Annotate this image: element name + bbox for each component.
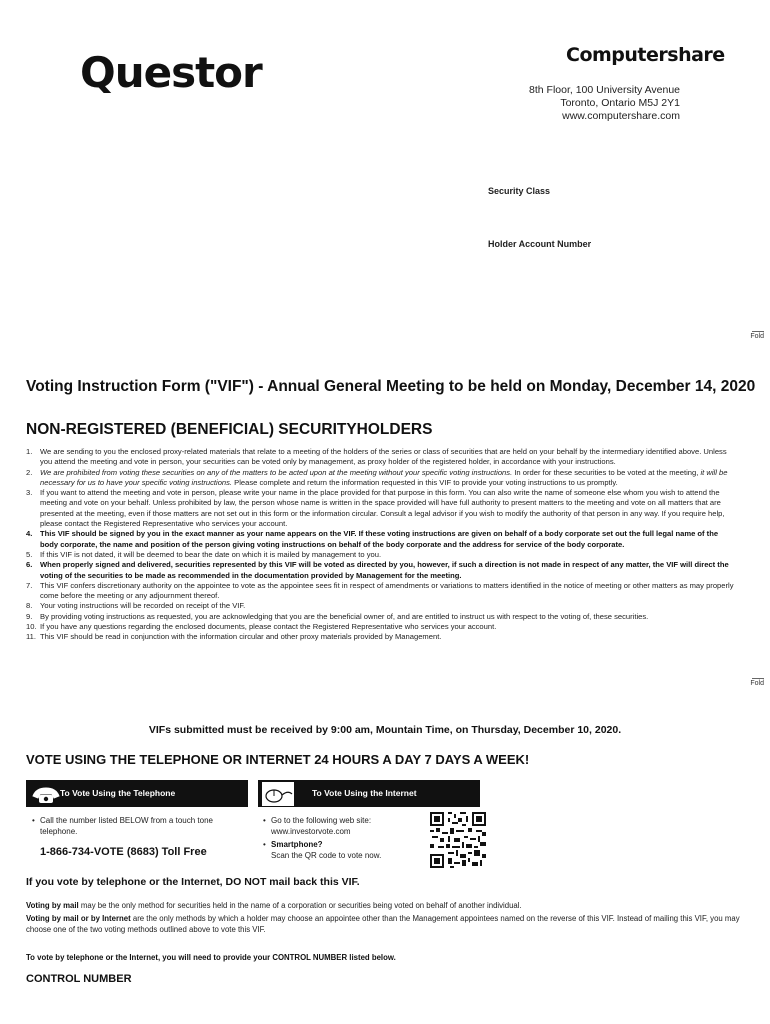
section-heading: NON-REGISTERED (BENEFICIAL) SECURITYHOLDERS — [26, 421, 433, 438]
instruction-item — [26, 622, 738, 632]
investorvote-link[interactable]: www.investorvote.com — [271, 826, 351, 836]
item-text: If you want to attend the meeting and vote in person, please write your name in the place provided for that purpose in this form. You can also write the name of someone else whom you wish to attend the meeting and vote on your behalf. Unless prohibited by law, the person whose name is written in the space provided will have full authority to present matters to the meeting and vote on all matters that are presented at the meeting, even if those matters are not set out in this form or the information circular. Consult a legal advisor if you wish to modify the authority of that person in any way. If you require help, please contact the Registered Representative who services your account. — [40, 488, 725, 529]
smartphone-label: Smartphone? — [271, 840, 323, 849]
submission-deadline: VIFs submitted must be received by 9:00 am, Mountain Time, on Thursday, December 10, 2020. — [148, 724, 622, 736]
item-text: When properly signed and delivered, securities represented by this VIF will be voted as directed by you, however, if such a direction is not made in respect of any matter, the VIF will direct the voting of the securities to be made as recommended in the documentation provided by Management for the meeting. — [40, 560, 729, 580]
bullet: • — [32, 816, 35, 825]
control-number-label: CONTROL NUMBER — [26, 973, 132, 985]
item-number: 3. — [26, 488, 33, 498]
fold-label: Fold — [750, 333, 764, 340]
company-address — [520, 84, 680, 123]
item-text-italic: it will be necessary for us to have your specific voting instructions. — [40, 467, 728, 487]
qr-code[interactable] — [430, 812, 486, 868]
item-number: 9. — [26, 611, 33, 621]
item-text-italic: We are prohibited from voting these securities on any of the matters to be acted upon at the meeting without your specific voting instructions. — [40, 467, 513, 477]
holder-account-number-label: Holder Account Number — [488, 239, 592, 249]
instruction-item — [26, 601, 738, 611]
fold-mark-bottom — [734, 678, 764, 687]
item-number: 2. — [26, 467, 33, 477]
internet-bar — [258, 780, 480, 807]
address-line-1: 8th Floor, 100 University Avenue — [529, 84, 680, 96]
vote-heading: VOTE USING THE TELEPHONE OR INTERNET 24 HOURS A DAY 7 DAYS A WEEK! — [26, 752, 530, 767]
mail-paragraph-2-text: are the only methods by which a holder may choose an appointee other than the Management appointees named on the reverse of this VIF. Instead of mailing this VIF, you may choose one of the two voting methods outlined above to vote this VIF. — [26, 914, 740, 934]
instruction-item — [26, 581, 738, 602]
instruction-item — [26, 488, 738, 529]
item-number: 1. — [26, 447, 33, 456]
bullet: • — [263, 816, 266, 825]
item-text: By providing voting instructions as requested, you are acknowledging that you are the beneficial owner of, and are entitled to instruct us with respect to the voting of, these securities. — [40, 611, 649, 621]
internet-bar-label: To Vote Using the Internet — [312, 788, 417, 798]
mail-paragraph-1 — [26, 901, 756, 912]
instruction-item — [26, 468, 738, 489]
instructions-list — [26, 447, 738, 643]
instruction-item — [26, 612, 738, 622]
mail-paragraph-1-text: may be the only method for securities held in the name of a corporation or securities being voted on behalf of another individual. — [78, 901, 522, 910]
toll-free-number[interactable]: 1-866-734-VOTE (8683) Toll Free — [40, 846, 207, 858]
item-number: 10. — [26, 622, 37, 632]
questor-logo: Questor — [80, 48, 262, 97]
instruction-item — [26, 550, 738, 560]
smartphone-instruction — [263, 840, 421, 861]
item-text: If you have any questions regarding the enclosed documents, please contact the Registered Representative who services your account. — [40, 622, 497, 632]
item-text: This VIF should be signed by you in the exact manner as your name appears on the VIF. If these voting instructions are given on behalf of a body corporate set out the full legal name of the body corporate, the name and position of the person giving voting instructions on behalf of the body corporate and the address for service of the body corporate. — [40, 529, 719, 549]
mail-warning-heading: If you vote by telephone or the Internet, DO NOT mail back this VIF. — [26, 876, 360, 888]
item-text: Your voting instructions will be recorded on receipt of the VIF. — [40, 601, 246, 611]
mouse-icon — [262, 782, 294, 806]
smartphone-text: Scan the QR code to vote now. — [271, 850, 382, 860]
computershare-logo: Computershare — [566, 44, 725, 66]
instruction-item — [26, 560, 738, 581]
internet-instruction-text: Go to the following web site: — [271, 816, 372, 825]
item-number: 8. — [26, 601, 33, 611]
address-line-3: www.computershare.com — [562, 110, 680, 122]
telephone-icon — [30, 782, 62, 806]
security-class-label: Security Class — [488, 186, 551, 196]
fold-mark-top — [734, 331, 764, 340]
item-number: 5. — [26, 549, 33, 559]
item-text: This VIF should be read in conjunction with the information circular and other proxy materials provided by Management. — [40, 632, 442, 642]
mail-paragraph-2-bold: Voting by mail or by Internet — [26, 914, 131, 923]
item-text: Please complete and return the information requested in this VIF to provide your voting instructions to us promptly. — [232, 477, 618, 487]
instruction-item — [26, 632, 738, 642]
item-number: 11. — [26, 632, 36, 642]
telephone-bar-label: To Vote Using the Telephone — [60, 788, 176, 798]
instruction-item — [26, 529, 738, 550]
internet-instruction — [263, 816, 421, 837]
mail-paragraph-1-bold: Voting by mail — [26, 901, 79, 910]
item-number: 4. — [26, 529, 33, 539]
telephone-instruction-text: Call the number listed BELOW from a touch tone telephone. — [40, 816, 213, 836]
item-text: This VIF confers discretionary authority on the appointee to vote as the appointee sees fit in respect of amendments or variations to matters identified in the notice of meeting or other matters as may properly come before the meeting or any adjournment thereof. — [40, 580, 734, 601]
mail-paragraph-2 — [26, 914, 756, 935]
address-line-2: Toronto, Ontario M5J 2Y1 — [560, 97, 680, 109]
bullet: • — [263, 840, 266, 849]
instruction-item — [26, 447, 738, 468]
item-text: We are sending to you the enclosed proxy-related materials that relate to a meeting of the holders of the series or class of securities that are held on your behalf by the intermediary identified above. Unless you attend the meeting and vote in person, your securities can be voted only by management, as proxy holder of the registered holder, in accordance with your instructions. — [40, 447, 727, 467]
control-number-note: To vote by telephone or the Internet, you will need to provide your CONTROL NUMBER listed below. — [26, 953, 396, 962]
item-text: If this VIF is not dated, it will be deemed to bear the date on which it is mailed by management to you. — [40, 549, 382, 559]
item-text: In order for these securities to be voted at the meeting, — [512, 467, 701, 477]
telephone-instruction — [32, 816, 230, 837]
item-number: 7. — [26, 580, 33, 590]
item-number: 6. — [26, 560, 33, 570]
telephone-bar — [26, 780, 248, 807]
form-title: Voting Instruction Form ("VIF") - Annual General Meeting to be held on Monday, December 14, 2020 — [26, 378, 756, 395]
fold-label: Fold — [750, 680, 764, 687]
